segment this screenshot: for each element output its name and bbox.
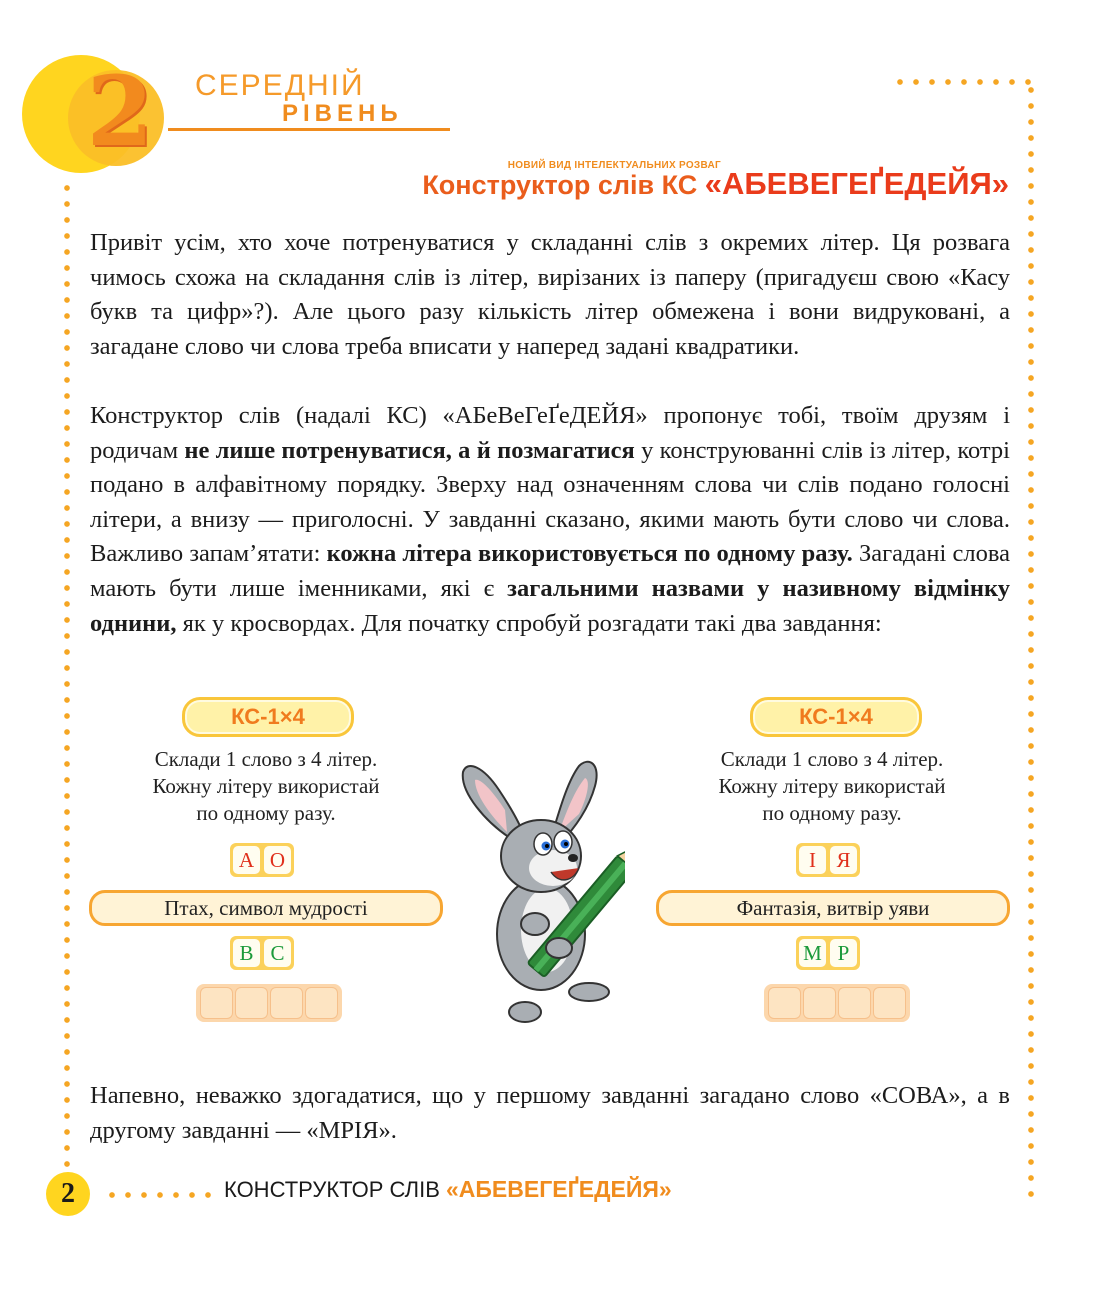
puzzle-2-hint: Фантазія, витвір уяви xyxy=(656,890,1010,926)
consonant-tile: В xyxy=(233,939,260,967)
conclusion-paragraph: Напевно, неважко здогадатися, що у першому завданні загадано слово «СОВА», а в другому завданні — «МРІЯ». xyxy=(90,1082,1010,1144)
page-subtitle: НОВИЙ ВИД ІНТЕЛЕКТУАЛЬНИХ РОЗВАГ xyxy=(507,160,721,171)
answer-cell[interactable] xyxy=(768,987,801,1019)
puzzle-1-instr-line1: Склади 1 слово з 4 літер. xyxy=(154,747,378,771)
consonant-tile: С xyxy=(264,939,291,967)
puzzle-2-instructions xyxy=(652,746,1012,827)
page-title xyxy=(422,166,1009,202)
puzzle-1-label: КС-1×4 xyxy=(182,697,354,737)
footer-dots xyxy=(104,1192,212,1198)
consonant-tile: Р xyxy=(830,939,857,967)
puzzle-1-instr-line2: Кожну літеру використай xyxy=(152,774,380,798)
puzzle-2-label: КС-1×4 xyxy=(750,697,922,737)
answer-cell[interactable] xyxy=(838,987,871,1019)
rules-bold-2: кожна літера використовується по одному разу. xyxy=(326,540,853,568)
left-dotted-border xyxy=(64,180,70,1170)
top-dotted-border xyxy=(892,79,1032,85)
answer-cell[interactable] xyxy=(305,987,338,1019)
right-dotted-border xyxy=(1028,82,1034,1200)
rules-bold-3: загальними назвами у називному відмінку однини, xyxy=(90,574,1010,637)
answer-cell[interactable] xyxy=(200,987,233,1019)
answer-cell[interactable] xyxy=(270,987,303,1019)
answer-cell[interactable] xyxy=(803,987,836,1019)
puzzle-2-instr-line3: по одному разу. xyxy=(762,801,902,825)
puzzle-2-vowels xyxy=(796,843,860,877)
footer-title-prefix: КОНСТРУКТОР СЛІВ xyxy=(224,1177,446,1202)
rules-text-4: як у кросвордах. Для початку спробуй розгадати такі два завдання: xyxy=(176,609,882,637)
footer-title xyxy=(224,1176,672,1203)
page-number: 2 xyxy=(46,1172,90,1216)
consonant-tile: М xyxy=(799,939,826,967)
answer-cell[interactable] xyxy=(873,987,906,1019)
rules-text-2: у конструюванні слів із літер, котрі подано в алфавітному порядку. Зверху над означенням слова чи слів подано голосні літери, а внизу — приголосні. У завданні сказано, якими мають бути слово чи слова. Важливо запам’ятати: xyxy=(90,436,1010,568)
level-number: 2 xyxy=(86,55,154,168)
puzzle-1-vowels xyxy=(230,843,294,877)
title-brand: «АБЕВЕГЕҐЕДЕЙЯ» xyxy=(704,166,1009,201)
puzzle-1-instr-line3: по одному разу. xyxy=(196,801,336,825)
puzzle-2-instr-line1: Склади 1 слово з 4 літер. xyxy=(720,747,944,771)
rabbit-with-pencil-illustration xyxy=(455,752,625,1032)
footer-title-brand: «АБЕВЕГЕҐЕДЕЙЯ» xyxy=(446,1176,672,1202)
puzzle-1-instructions xyxy=(86,746,446,827)
title-prefix: Конструктор слів КС xyxy=(422,170,705,200)
puzzle-2-consonants xyxy=(796,936,860,970)
level-title-line1: СЕРЕДНІЙ xyxy=(195,69,365,102)
rules-bold-1: не лише потренуватися, а й позмагатися xyxy=(184,436,635,464)
puzzle-2-answer-boxes[interactable] xyxy=(764,984,910,1022)
rules-text-3: Загадані слова мають бути лише іменниками, які є xyxy=(90,540,1010,602)
answer-cell[interactable] xyxy=(235,987,268,1019)
vowel-tile: Я xyxy=(830,846,857,874)
level-underline xyxy=(168,128,450,131)
puzzle-1-hint: Птах, символ мудрості xyxy=(89,890,443,926)
intro-paragraph: Привіт усім, хто хоче потренуватися у складанні слів з окремих літер. Ця розвага чимось схожа на складання слів із літер, вирізаних із паперу (пригадуєш свою «Касу букв та цифр»?). Але цього разу кількість літер обмежена і вони видруковані, а загадане слово чи слова треба вписати у наперед задані квадратики. xyxy=(90,229,1010,360)
rules-text-1: Конструктор слів (надалі КС) «АБеВеГеҐеДЕЙЯ» пропонує тобі, твоїм друзям і родичам xyxy=(90,402,1010,464)
vowel-tile: О xyxy=(264,846,291,874)
level-title-line2: РІВЕНЬ xyxy=(282,100,403,127)
puzzle-1-answer-boxes[interactable] xyxy=(196,984,342,1022)
vowel-tile: А xyxy=(233,846,260,874)
vowel-tile: І xyxy=(799,846,826,874)
puzzle-1-consonants xyxy=(230,936,294,970)
rules-paragraph xyxy=(90,399,1010,641)
puzzle-2-instr-line2: Кожну літеру використай xyxy=(718,774,946,798)
